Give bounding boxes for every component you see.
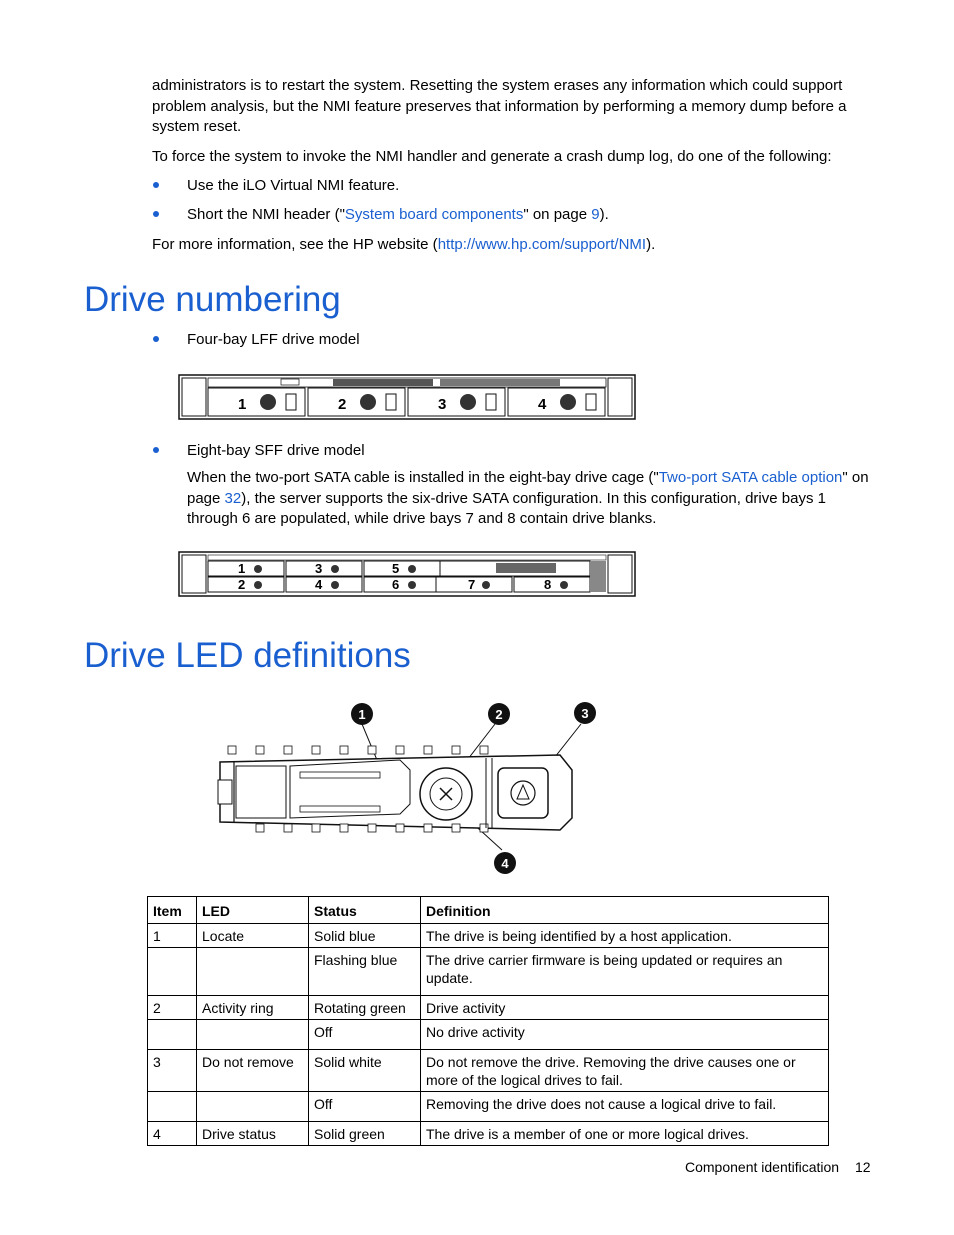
callout-4: 4 — [501, 856, 509, 871]
callout-3: 3 — [581, 706, 589, 721]
cell-led: Drive status — [197, 1122, 309, 1146]
cell-item — [148, 1020, 197, 1050]
cell-definition: The drive is a member of one or more logical drives. — [421, 1122, 829, 1146]
led-definitions-table — [147, 896, 829, 1146]
cell-item: 3 — [148, 1050, 197, 1092]
callout-1: 1 — [358, 707, 366, 722]
bullet-ilo-nmi: Use the iLO Virtual NMI feature. — [187, 177, 400, 194]
cell-item — [148, 948, 197, 996]
cell-status: Solid blue — [309, 924, 421, 948]
sff-bay-7-label: 7 — [468, 577, 476, 592]
intro-paragraph-3 — [152, 235, 655, 256]
drive-led-heading: Drive LED definitions — [84, 636, 411, 675]
bullet-icon — [153, 182, 159, 188]
page-32-link[interactable]: 32 — [224, 489, 242, 507]
header-status: Status — [309, 897, 421, 924]
text: " on page — [187, 469, 869, 507]
page-9-link[interactable]: 9 — [591, 206, 600, 223]
table-row — [148, 996, 829, 1020]
cell-item: 2 — [148, 996, 197, 1020]
table-row — [148, 1122, 829, 1146]
cell-item: 4 — [148, 1122, 197, 1146]
bullet-icon — [153, 447, 159, 453]
sff-bay-3-label: 3 — [315, 561, 323, 576]
bullet-nmi-header — [187, 205, 609, 226]
sff-chassis-figure — [178, 551, 636, 597]
table-row — [148, 1050, 829, 1092]
hp-nmi-link[interactable]: http://www.hp.com/support/NMI — [437, 236, 647, 253]
sff-bay-8-label: 8 — [544, 577, 552, 592]
callout-2: 2 — [495, 707, 503, 722]
lff-chassis-figure — [178, 374, 636, 420]
intro-paragraph-2: To force the system to invoke the NMI handler and generate a crash dump log, do one of the following: — [152, 148, 832, 165]
cell-item: 1 — [148, 924, 197, 948]
header-definition: Definition — [421, 897, 829, 924]
header-item: Item — [148, 897, 197, 924]
cell-status: Solid green — [309, 1122, 421, 1146]
system-board-components-link[interactable]: System board components — [344, 206, 524, 223]
cell-definition: The drive carrier firmware is being updated or requires an update. — [421, 948, 829, 996]
header-led: LED — [197, 897, 309, 924]
drive-carrier-figure — [200, 700, 600, 880]
bullet-icon — [153, 211, 159, 217]
text: Short the NMI header (" — [187, 206, 345, 223]
text: ). — [646, 236, 656, 253]
cell-definition: Do not remove the drive. Removing the drive causes one or more of the logical drives to fail. — [421, 1050, 829, 1092]
cell-status: Rotating green — [309, 996, 421, 1020]
two-port-sata-link[interactable]: Two-port SATA cable option — [658, 469, 843, 486]
lff-bay-2-label: 2 — [338, 396, 347, 413]
sff-description — [187, 468, 872, 530]
cell-status: Off — [309, 1020, 421, 1050]
table-row — [148, 1020, 829, 1050]
bullet-lff-model: Four-bay LFF drive model — [187, 331, 360, 348]
cell-led: Do not remove — [197, 1050, 309, 1092]
table-row — [148, 948, 829, 996]
lff-bay-4-label: 4 — [538, 396, 547, 413]
sff-bay-4-label: 4 — [315, 577, 323, 592]
cell-item — [148, 1092, 197, 1122]
text: When the two-port SATA cable is installed in the eight-bay drive cage (" — [187, 469, 659, 486]
table-row — [148, 1092, 829, 1122]
cell-definition: Drive activity — [421, 996, 829, 1020]
text: " on page — [523, 206, 592, 223]
text: ), the server supports the six-drive SATA configuration. In this configuration, drive bays 1 through 6 are populated, while drive bays 7 and 8 contain drive blanks. — [187, 489, 826, 527]
cell-led — [197, 1020, 309, 1050]
sff-bay-5-label: 5 — [392, 561, 400, 576]
footer-page-number: 12 — [855, 1159, 871, 1175]
lff-bay-1-label: 1 — [238, 396, 247, 413]
cell-status: Off — [309, 1092, 421, 1122]
text: ). — [599, 206, 609, 223]
cell-definition: The drive is being identified by a host application. — [421, 924, 829, 948]
text: For more information, see the HP website ( — [152, 236, 438, 253]
cell-definition: No drive activity — [421, 1020, 829, 1050]
cell-status: Solid white — [309, 1050, 421, 1092]
drive-numbering-heading: Drive numbering — [84, 280, 341, 319]
cell-led — [197, 1092, 309, 1122]
cell-definition: Removing the drive does not cause a logical drive to fail. — [421, 1092, 829, 1122]
cell-led: Locate — [197, 924, 309, 948]
sff-bay-2-label: 2 — [238, 577, 246, 592]
bullet-icon — [153, 336, 159, 342]
cell-status: Flashing blue — [309, 948, 421, 996]
cell-led — [197, 948, 309, 996]
sff-bay-6-label: 6 — [392, 577, 400, 592]
sff-bay-1-label: 1 — [238, 561, 246, 576]
bullet-sff-model: Eight-bay SFF drive model — [187, 442, 365, 459]
lff-bay-3-label: 3 — [438, 396, 447, 413]
table-row — [148, 924, 829, 948]
cell-led: Activity ring — [197, 996, 309, 1020]
table-header-row — [148, 897, 829, 924]
footer-section: Component identification — [685, 1159, 840, 1175]
intro-paragraph-1: administrators is to restart the system. Resetting the system erases any information which could support problem analysis, but the NMI feature preserves that information by performing a memory dump before a system reset. — [152, 77, 847, 135]
